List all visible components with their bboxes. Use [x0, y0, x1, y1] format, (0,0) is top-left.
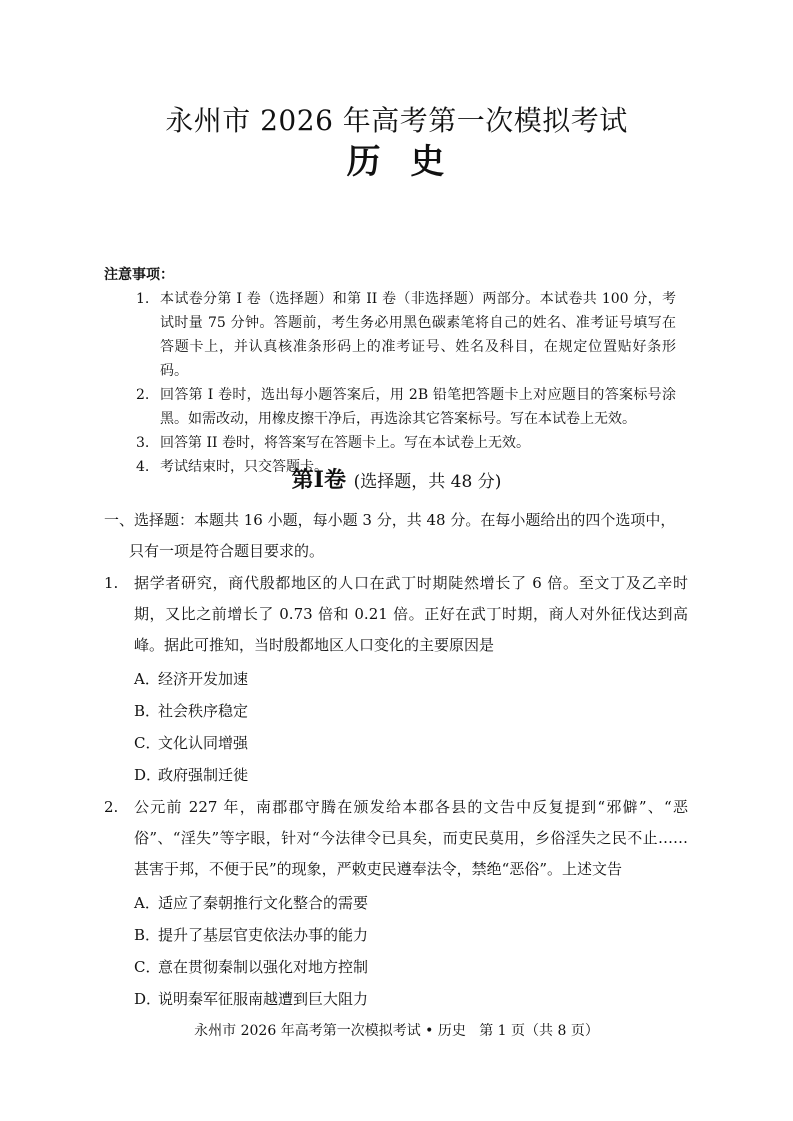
part-instructions [104, 505, 688, 567]
option-text: 意在贯彻秦制以强化对地方控制 [158, 958, 369, 976]
option-list [134, 887, 688, 1015]
question-text: 公元前 227 年，南郡郡守腾在颁发给本郡各县的文告中反复提到“邪僻”、“恶俗”、“淫失”等字眼，针对“今法律令已具矣，而吏民莫用，乡俗淫失之民不止……甚害于邦，不便于民”的现象，严敕吏民遵奉法令，禁绝“恶俗”。上述文告 [134, 798, 688, 878]
question-stem [104, 568, 688, 661]
question-stem [104, 792, 688, 885]
section-title: 第Ⅰ卷 [291, 467, 346, 493]
option-b [134, 695, 688, 727]
option-letter: A． [134, 894, 160, 912]
option-text: 文化认同增强 [158, 734, 249, 752]
option-text: 社会秩序稳定 [158, 702, 249, 720]
option-letter: D． [134, 766, 162, 784]
question-number: 1. [104, 574, 119, 592]
question-1 [104, 568, 688, 791]
option-d [134, 759, 688, 791]
option-b [134, 919, 688, 951]
notice-item-number: 3. [136, 435, 150, 451]
notice-item-number: 4. [136, 459, 150, 475]
option-letter: D． [134, 990, 162, 1008]
notice-item-text: 考试结束时，只交答题卡。 [160, 459, 328, 475]
section-heading [0, 465, 793, 497]
option-letter: C． [134, 958, 161, 976]
option-text: 政府强制迁徙 [158, 766, 249, 784]
option-text: 适应了秦朝推行文化整合的需要 [158, 894, 369, 912]
question-number: 2. [104, 798, 119, 816]
notice-item-text: 回答第 II 卷时，将答案写在答题卡上。写在本试卷上无效。 [160, 435, 530, 451]
notice-item [136, 431, 676, 455]
option-a [134, 887, 688, 919]
question-2 [104, 792, 688, 1015]
option-a [134, 663, 688, 695]
option-text: 提升了基层官吏依法办事的能力 [158, 926, 369, 944]
notice-item-number: 2. [136, 387, 150, 403]
option-list [134, 663, 688, 791]
notice-item-text: 本试卷分第 I 卷（选择题）和第 II 卷（非选择题）两部分。本试卷共 100 分，考试时量 75 分钟。答题前，考生务必用黑色碳素笔将自己的姓名、准考证号填写在答题卡上，并认真核准条形码上的准考证号、姓名及科目，在规定位置贴好条形码。 [160, 291, 676, 379]
notice-item [136, 383, 676, 431]
notice-item [136, 287, 676, 383]
subject-title: 历 史 [346, 142, 447, 182]
option-d [134, 983, 688, 1015]
page-footer: 永州市 2026 年高考第一次模拟考试 • 历史 第 1 页（共 8 页） [194, 1023, 599, 1039]
notice-item-text: 回答第 I 卷时，选出每小题答案后，用 2B 铅笔把答题卡上对应题目的答案标号涂黑。如需改动，用橡皮擦干净后，再选涂其它答案标号。写在本试卷上无效。 [160, 387, 676, 427]
option-text: 经济开发加速 [158, 670, 249, 688]
part-instructions-text: 一、选择题：本题共 16 小题，每小题 3 分，共 48 分。在每小题给出的四个选项中，只有一项是符合题目要求的。 [104, 511, 676, 560]
exam-title: 永州市 2026 年高考第一次模拟考试 [165, 104, 628, 137]
notice-list [136, 287, 676, 479]
option-letter: C． [134, 734, 161, 752]
option-letter: B． [134, 926, 161, 944]
option-c [134, 727, 688, 759]
section-subtitle: (选择题，共 48 分) [353, 472, 502, 492]
notice-heading: 注意事项： [104, 267, 174, 283]
option-c [134, 951, 688, 983]
option-text: 说明秦军征服南越遭到巨大阻力 [158, 990, 369, 1008]
option-letter: A． [134, 670, 160, 688]
question-text: 据学者研究，商代殷都地区的人口在武丁时期陡然增长了 6 倍。至文丁及乙辛时期，又比之前增长了 0.73 倍和 0.21 倍。正好在武丁时期，商人对外征伐达到高峰。据此可推知，当时殷都地区人口变化的主要原因是 [134, 574, 688, 654]
notice-item-number: 1. [136, 291, 150, 307]
option-letter: B． [134, 702, 161, 720]
